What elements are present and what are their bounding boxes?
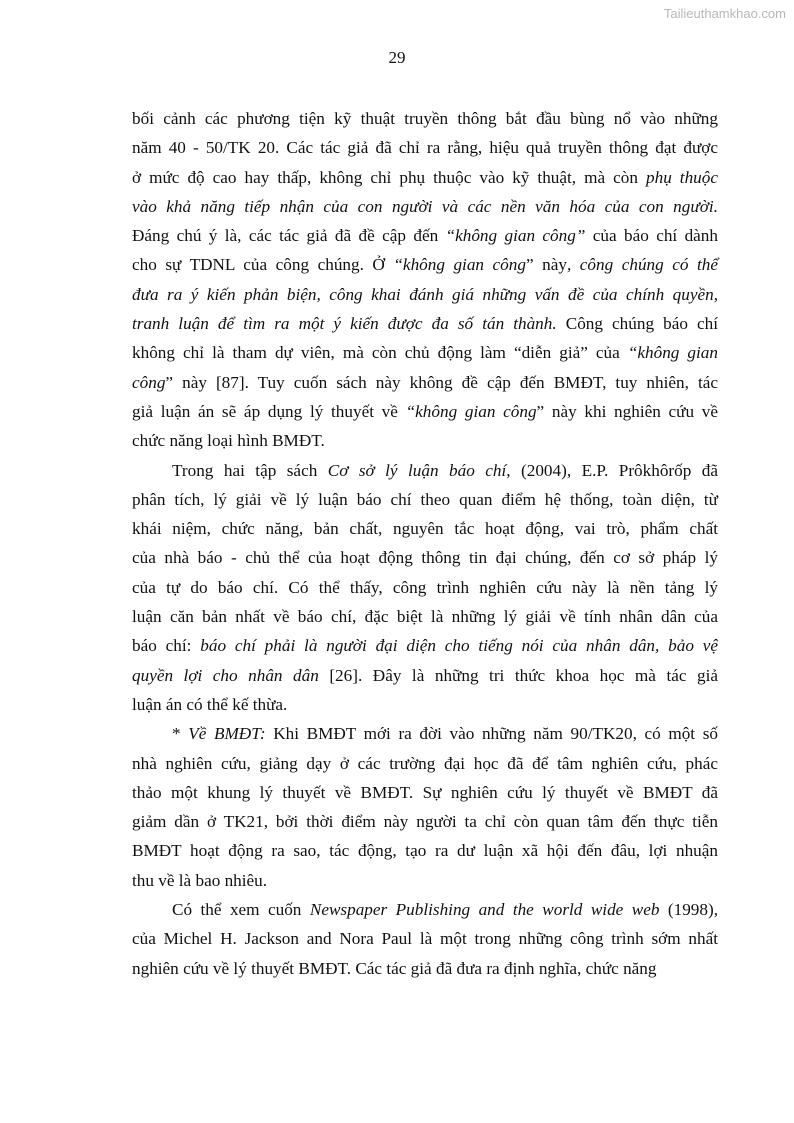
- text-line: [132, 485, 718, 514]
- text-segment: Khi BMĐT mới ra đời vào những năm 90/TK20, có một số: [265, 724, 718, 744]
- text-line: [132, 250, 718, 279]
- text-line: [132, 221, 718, 250]
- text-line: [132, 690, 718, 719]
- text-segment: thảo một khung lý thuyết về BMĐT. Sự nghiên cứu lý thuyết về BMĐT đã: [132, 782, 718, 802]
- text-line: [132, 924, 718, 953]
- text-line: [132, 192, 718, 221]
- text-segment: ” này: [525, 255, 567, 275]
- paragraph: [132, 104, 718, 456]
- text-line: [132, 309, 718, 338]
- italic-text: “không gian công: [393, 255, 526, 275]
- text-segment: năm 40 - 50/TK 20. Các tác giả đã chỉ ra rằng, hiệu quả truyền thông đạt được: [132, 138, 718, 158]
- text-line: [132, 631, 718, 660]
- text-line: [132, 456, 718, 485]
- italic-text: quyền lợi cho nhân dân: [132, 665, 319, 685]
- italic-text: vào khả năng tiếp nhận của con người và các nền văn hóa của con người.: [132, 196, 718, 216]
- text-segment: giả luận án sẽ áp dụng lý thuyết về: [132, 401, 406, 421]
- italic-text: “không gian công: [405, 401, 537, 421]
- italic-text: , công chúng có thể: [566, 255, 718, 275]
- text-segment: BMĐT hoạt động ra sao, tác động, tạo ra dư luận xã hội đến đâu, lợi nhuận: [132, 841, 718, 861]
- text-line: [132, 661, 718, 690]
- text-segment: , (2004), E.P. Prôkhôrốp đã: [506, 460, 719, 480]
- italic-text: Cơ sở lý luận báo chí: [327, 460, 507, 480]
- text-line: [132, 895, 718, 924]
- text-segment: khái niệm, chức năng, bản chất, nguyên tắc hoạt động, vai trò, phẩm chất: [132, 519, 718, 539]
- italic-text: công: [132, 372, 166, 392]
- text-line: [132, 573, 718, 602]
- text-segment: Công chúng báo chí: [556, 314, 718, 334]
- italic-text: báo chí phải là người đại diện cho tiếng nói của nhân dân, bảo vệ: [200, 636, 718, 656]
- text-segment: chức năng loại hình BMĐT.: [132, 431, 325, 451]
- text-segment: (1998),: [659, 900, 718, 920]
- italic-text: đưa ra ý kiến phản biện, công khai đánh giá những vấn đề của chính quyền,: [132, 284, 718, 304]
- text-line: [132, 163, 718, 192]
- text-segment: Đáng chú ý là, các tác giả đã đề cập đến: [132, 226, 446, 246]
- text-segment: thu về là bao nhiêu.: [132, 870, 268, 890]
- text-line: [132, 397, 718, 426]
- text-segment: Trong hai tập sách: [172, 460, 328, 480]
- text-segment: nhà nghiên cứu, giảng dạy ở các trường đại học đã để tâm nghiên cứu, phác: [132, 753, 718, 773]
- text-segment: phân tích, lý giải về lý luận báo chí theo quan điểm hệ thống, toàn diện, từ: [132, 489, 718, 509]
- italic-text: Về BMĐT:: [188, 724, 266, 744]
- text-line: [132, 426, 718, 455]
- text-line: [132, 866, 718, 895]
- text-line: [132, 338, 718, 367]
- paragraph: [132, 895, 718, 983]
- text-line: [132, 133, 718, 162]
- text-segment: của báo chí dành: [585, 226, 718, 246]
- text-segment: ở mức độ cao hay thấp, không chỉ phụ thuộc vào kỹ thuật, mà còn: [132, 167, 646, 187]
- text-line: [132, 280, 718, 309]
- italic-text: tranh luận để tìm ra một ý kiến được đa số tán thành.: [132, 314, 557, 334]
- text-segment: nghiên cứu về lý thuyết BMĐT. Các tác giả đã đưa ra định nghĩa, chức năng: [132, 958, 657, 978]
- page-number: 29: [388, 48, 406, 67]
- text-segment: luận căn bản nhất về báo chí, đặc biệt là những lý giải về tính nhân dân của: [132, 607, 718, 627]
- italic-text: phụ thuộc: [646, 167, 718, 187]
- text-line: [132, 749, 718, 778]
- text-segment: ” này khi nghiên cứu về: [536, 401, 719, 421]
- text-segment: ” này [87]. Tuy cuốn sách này không đề cập đến BMĐT, tuy nhiên, tác: [165, 372, 718, 392]
- italic-text: “không gian công”: [445, 226, 586, 246]
- text-segment: luận án có thể kế thừa.: [132, 694, 288, 714]
- text-line: [132, 104, 718, 133]
- text-segment: bối cảnh các phương tiện kỹ thuật truyền thông bắt đầu bùng nổ vào những: [132, 109, 718, 128]
- text-segment: cho sự TDNL của công chúng. Ở: [132, 255, 394, 275]
- paragraph: [132, 719, 718, 895]
- text-segment: Có thể xem cuốn: [172, 900, 310, 920]
- text-line: [132, 807, 718, 836]
- body-text: [132, 104, 718, 983]
- text-line: [132, 836, 718, 865]
- watermark: Tailieuthamkhao.com: [663, 6, 786, 21]
- text-segment: của tự do báo chí. Có thể thấy, công trình nghiên cứu này là nền tảng lý: [132, 577, 718, 597]
- text-segment: *: [172, 724, 189, 744]
- italic-text: Newspaper Publishing and the world wide web: [309, 900, 660, 920]
- text-line: [132, 543, 718, 572]
- italic-text: “không gian: [627, 343, 718, 363]
- text-line: [132, 954, 718, 983]
- text-line: [132, 514, 718, 543]
- text-line: [132, 778, 718, 807]
- text-line: [132, 602, 718, 631]
- text-segment: không chỉ là tham dự viên, mà còn chủ động làm “diễn giả” của: [132, 343, 628, 363]
- text-line: [132, 368, 718, 397]
- text-segment: [26]. Đây là những tri thức khoa học mà tác giả: [318, 665, 718, 685]
- text-segment: giảm dần ở TK21, bởi thời điểm này người ta chỉ còn quan tâm đến thực tiễn: [132, 812, 718, 832]
- paragraph: [132, 456, 718, 720]
- text-segment: báo chí:: [132, 636, 201, 656]
- text-segment: của Michel H. Jackson and Nora Paul là một trong những công trình sớm nhất: [132, 929, 718, 949]
- text-line: [132, 719, 718, 748]
- text-segment: của nhà báo - chủ thể của hoạt động thông tin đại chúng, đến cơ sở pháp lý: [132, 548, 718, 568]
